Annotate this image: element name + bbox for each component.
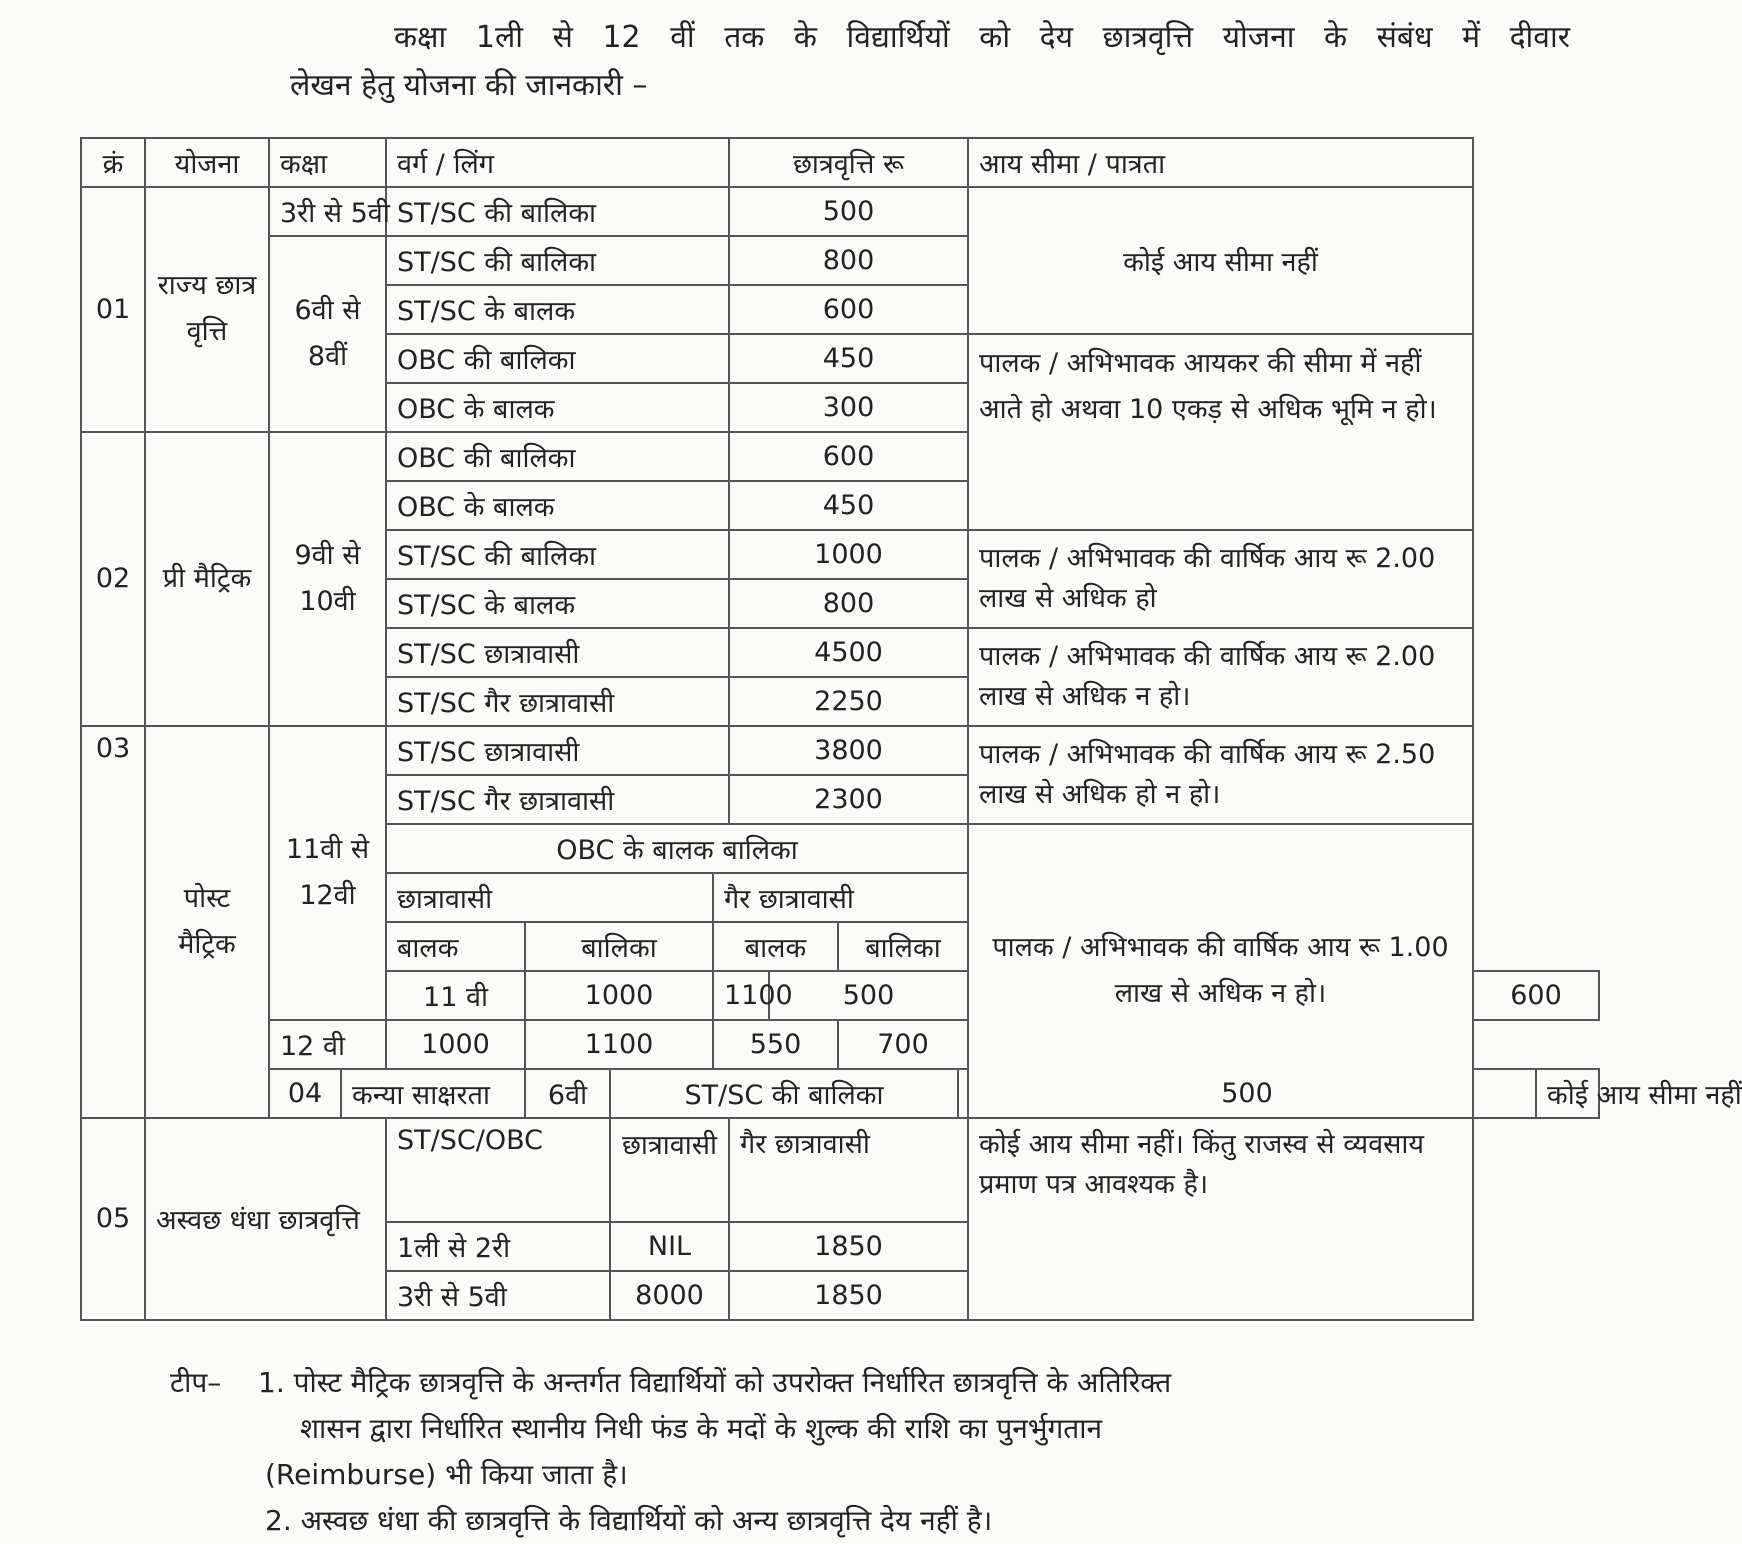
amount: 600	[1473, 971, 1599, 1020]
girl-label: बालिका	[838, 922, 968, 971]
category: OBC की बालिका	[386, 432, 729, 481]
class-range: 1ली से 2री	[386, 1222, 610, 1271]
amount: 4500	[729, 628, 968, 677]
serial-number: 05	[81, 1118, 145, 1320]
amount: 2300	[729, 775, 968, 824]
amount: 1000	[386, 1020, 525, 1069]
nonhostel-label: गैर छात्रावासी	[713, 873, 968, 922]
amount: 700	[838, 1020, 968, 1069]
category: ST/SC की बालिका	[610, 1069, 958, 1118]
category: ST/SC गैर छात्रावासी	[386, 775, 729, 824]
obc-subheader: OBC के बालक बालिका	[386, 824, 968, 873]
note-1-line-3: (Reimburse) भी किया जाता है।	[265, 1458, 628, 1491]
note-1-line-1: 1. पोस्ट मैट्रिक छात्रवृत्ति के अन्तर्गत विद्यार्थियों को उपरोक्त निर्धारित छात्रवृत्ति के अतिरिक्त	[258, 1366, 1172, 1399]
scholarship-table	[80, 137, 1742, 1321]
amount: 1850	[729, 1222, 968, 1271]
scheme-name: प्री मैट्रिक	[145, 432, 269, 726]
hostel-label: छात्रावासी	[386, 873, 713, 922]
note-1-line-2: शासन द्वारा निर्धारित स्थानीय निधी फंड के मदों के शुल्क की राशि का पुनर्भुगतान	[300, 1412, 1102, 1445]
note-1	[170, 1360, 1575, 1406]
table-row	[81, 726, 1599, 775]
grade-label: 12 वी	[269, 1020, 386, 1069]
amount: 3800	[729, 726, 968, 775]
category: ST/SC के बालक	[386, 285, 729, 334]
table-row	[81, 1118, 1599, 1222]
amount: 300	[729, 383, 968, 432]
scheme-name: राज्य छात्र वृत्ति	[145, 187, 269, 432]
notes-section	[170, 1360, 1575, 1544]
amount: 8000	[610, 1271, 729, 1320]
document-heading	[290, 14, 1570, 110]
amount: 1850	[729, 1271, 968, 1320]
income-limit: पालक / अभिभावक आयकर की सीमा में नहीं आते हो अथवा 10 एकड़ से अधिक भूमि न हो।	[968, 334, 1473, 530]
serial-number: 01	[81, 187, 145, 432]
income-limit: कोई आय सीमा नहीं	[1536, 1069, 1599, 1118]
class-range: 6वी	[525, 1069, 610, 1118]
boy-label: बालक	[713, 922, 838, 971]
boy-label: बालक	[386, 922, 525, 971]
amount: 500	[729, 187, 968, 236]
heading-line-2: लेखन हेतु योजना की जानकारी –	[290, 68, 648, 103]
serial-number: 04	[269, 1069, 341, 1118]
amount: 450	[729, 334, 968, 383]
amount: 1100	[713, 971, 769, 1020]
amount: 800	[729, 579, 968, 628]
note-2: 2. अस्वछ धंधा की छात्रवृत्ति के विद्यार्थियों को अन्य छात्रवृत्ति देय नहीं है।	[265, 1504, 993, 1537]
category: OBC के बालक	[386, 481, 729, 530]
amount: 1100	[525, 1020, 713, 1069]
serial-number: 03	[81, 726, 145, 1118]
category: ST/SC की बालिका	[386, 187, 729, 236]
category: ST/SC की बालिका	[386, 530, 729, 579]
category: ST/SC के बालक	[386, 579, 729, 628]
table-row	[81, 187, 1599, 236]
amount: 2250	[729, 677, 968, 726]
nonhostel-label: गैर छात्रावासी	[729, 1118, 968, 1222]
serial-number: 02	[81, 432, 145, 726]
notes-label: टीप–	[170, 1366, 222, 1399]
category: ST/SC छात्रावासी	[386, 628, 729, 677]
amount: 450	[729, 481, 968, 530]
income-limit: कोई आय सीमा नहीं। किंतु राजस्व से व्यवसाय प्रमाण पत्र आवश्यक है।	[968, 1118, 1473, 1320]
table-row	[81, 1069, 1599, 1118]
category: OBC की बालिका	[386, 334, 729, 383]
scheme-name: कन्या साक्षरता	[341, 1069, 525, 1118]
category: ST/SC/OBC	[386, 1118, 610, 1222]
income-limit: पालक / अभिभावक की वार्षिक आय रू 2.50 लाख से अधिक हो न हो।	[968, 726, 1473, 824]
class-range: 11वी से 12वी	[269, 726, 386, 1020]
income-limit: पालक / अभिभावक की वार्षिक आय रू 2.00 लाख से अधिक न हो।	[968, 628, 1473, 726]
income-limit: पालक / अभिभावक की वार्षिक आय रू 2.00 लाख से अधिक हो	[968, 530, 1473, 628]
header-cell: कक्षा	[269, 138, 386, 187]
amount: 550	[713, 1020, 838, 1069]
class-range: 3री से 5वी	[386, 1271, 610, 1320]
hostel-label: छात्रावासी	[610, 1118, 729, 1222]
income-limit: पालक / अभिभावक की वार्षिक आय रू 1.00 लाख से अधिक न हो।	[968, 824, 1473, 1118]
amount: 800	[729, 236, 968, 285]
header-cell: योजना	[145, 138, 269, 187]
amount: 1000	[525, 971, 713, 1020]
header-cell: क्रं	[81, 138, 145, 187]
category: OBC के बालक	[386, 383, 729, 432]
scheme-name: पोस्ट मैट्रिक	[145, 726, 269, 1118]
category: ST/SC छात्रावासी	[386, 726, 729, 775]
amount: NIL	[610, 1222, 729, 1271]
income-limit: कोई आय सीमा नहीं	[968, 187, 1473, 334]
header-cell: वर्ग / लिंग	[386, 138, 729, 187]
heading-line-1: कक्षा 1ली से 12 वीं तक के विद्यार्थियों को देय छात्रवृत्ति योजना के संबंध में दीवार	[394, 20, 1570, 55]
header-cell: आय सीमा / पात्रता	[968, 138, 1473, 187]
scheme-name: अस्वछ धंधा छात्रवृत्ति	[145, 1118, 386, 1320]
table-header-row	[81, 138, 1599, 187]
grade-label: 11 वी	[386, 971, 525, 1020]
amount: 500	[769, 971, 968, 1020]
amount: 600	[729, 432, 968, 481]
girl-label: बालिका	[525, 922, 713, 971]
category: ST/SC की बालिका	[386, 236, 729, 285]
amount: 1000	[729, 530, 968, 579]
category: ST/SC गैर छात्रावासी	[386, 677, 729, 726]
amount: 600	[729, 285, 968, 334]
header-cell: छात्रवृत्ति रू	[729, 138, 968, 187]
class-range: 6वी से 8वीं	[269, 236, 386, 432]
class-range: 9वी से 10वी	[269, 432, 386, 726]
class-range: 3री से 5वी	[269, 187, 386, 236]
amount: 500	[958, 1069, 1536, 1118]
